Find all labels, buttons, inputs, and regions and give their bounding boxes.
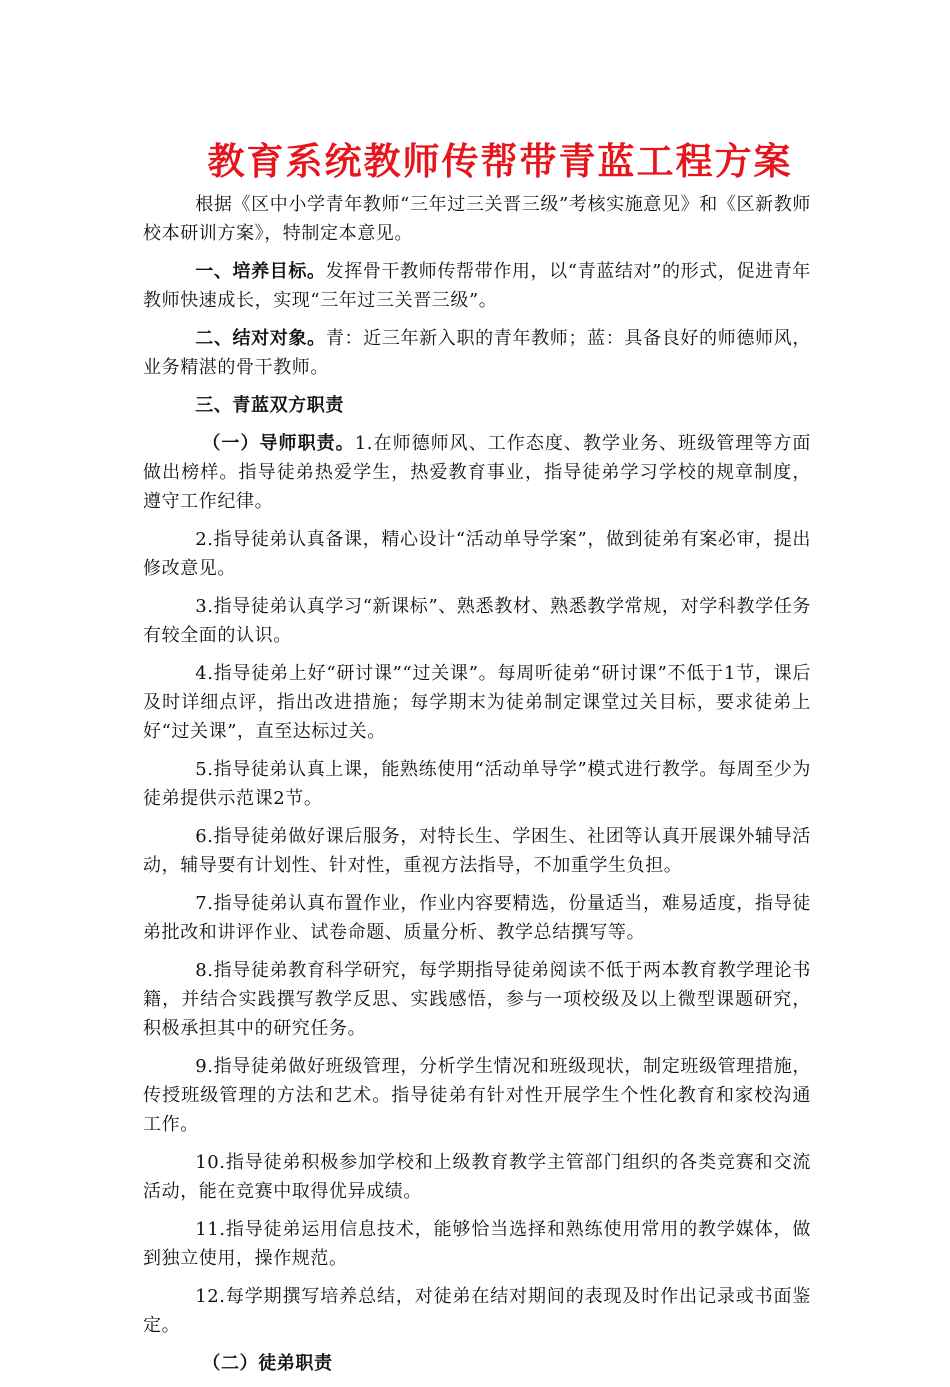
mentor-duty-item-7: 7.指导徒弟认真布置作业，作业内容要精选，份量适当，难易适度，指导徒弟批改和讲评作业、试卷命题、质量分析、教学总结撰写等。 bbox=[143, 893, 811, 943]
section-pairing-heading: 二、结对对象。 bbox=[195, 328, 326, 349]
document-title: 教育系统教师传帮带青蓝工程方案 bbox=[207, 139, 793, 183]
mentor-duty-item-4: 4.指导徒弟上好“研讨课”“过关课”。每周听徒弟“研讨课”不低于1节，课后及时详细点评，指出改进措施；每学期末为徒弟制定课堂过关目标，要求徒弟上好“过关课”，直至达标过关。 bbox=[143, 663, 811, 742]
document-body bbox=[143, 190, 811, 1387]
mentor-duty-item-8: 8.指导徒弟教育科学研究，每学期指导徒弟阅读不低于两本教育教学理论书籍，并结合实践撰写教学反思、实践感悟，参与一项校级及以上微型课题研究，积极承担其中的研究任务。 bbox=[143, 960, 811, 1039]
mentor-duty-item-9: 9.指导徒弟做好班级管理，分析学生情况和班级现状，制定班级管理措施，传授班级管理的方法和艺术。指导徒弟有针对性开展学生个性化教育和家校沟通工作。 bbox=[143, 1056, 811, 1135]
mentor-duty-item-6: 6.指导徒弟做好课后服务，对特长生、学困生、社团等认真开展课外辅导活动，辅导要有计划性、针对性，重视方法指导，不加重学生负担。 bbox=[143, 826, 811, 876]
mentor-duty-item-12: 12.每学期撰写培养总结，对徒弟在结对期间的表现及时作出记录或书面鉴定。 bbox=[143, 1286, 811, 1336]
mentor-duty-item-1: 1.在师德师风、工作态度、教学业务、班级管理等方面做出榜样。指导徒弟热爱学生，热爱教育事业，指导徒弟学习学校的规章制度，遵守工作纪律。 bbox=[143, 433, 811, 512]
mentor-duty-item-11: 11.指导徒弟运用信息技术，能够恰当选择和熟练使用常用的教学媒体，做到独立使用，操作规范。 bbox=[143, 1219, 811, 1269]
section-goal-heading: 一、培养目标。 bbox=[195, 261, 326, 282]
apprentice-duties bbox=[143, 1349, 811, 1378]
mentor-duty-item-10: 10.指导徒弟积极参加学校和上级教育教学主管部门组织的各类竞赛和交流活动，能在竞赛中取得优异成绩。 bbox=[143, 1152, 811, 1202]
intro-paragraph: 根据《区中小学青年教师“三年过三关晋三级”考核实施意见》和《区新教师校本研训方案》，特制定本意见。 bbox=[143, 194, 811, 244]
mentor-duty-item-2: 2.指导徒弟认真备课，精心设计“活动单导学案”，做到徒弟有案必审，提出修改意见。 bbox=[143, 529, 811, 579]
apprentice-duties-heading: （二）徒弟职责 bbox=[202, 1353, 333, 1374]
section-goal-text: 发挥骨干教师传帮带作用，以“青蓝结对”的形式，促进青年教师快速成长，实现“三年过三关晋三级”。 bbox=[143, 261, 811, 311]
section-duties-heading: 三、青蓝双方职责 bbox=[195, 395, 344, 416]
mentor-duty-item-3: 3.指导徒弟认真学习“新课标”、熟悉教材、熟悉教学常规，对学科教学任务有较全面的认识。 bbox=[143, 596, 811, 646]
section-duties bbox=[143, 391, 811, 420]
mentor-duty-item-5: 5.指导徒弟认真上课，能熟练使用“活动单导学”模式进行教学。每周至少为徒弟提供示范课2节。 bbox=[143, 759, 811, 809]
mentor-duties-heading: （一）导师职责。 bbox=[202, 433, 355, 454]
section-pairing-text: 青：近三年新入职的青年教师；蓝：具备良好的师德师风，业务精湛的骨干教师。 bbox=[143, 328, 811, 378]
mentor-duties bbox=[143, 429, 811, 516]
section-goal bbox=[143, 257, 811, 315]
section-pairing bbox=[143, 324, 811, 382]
